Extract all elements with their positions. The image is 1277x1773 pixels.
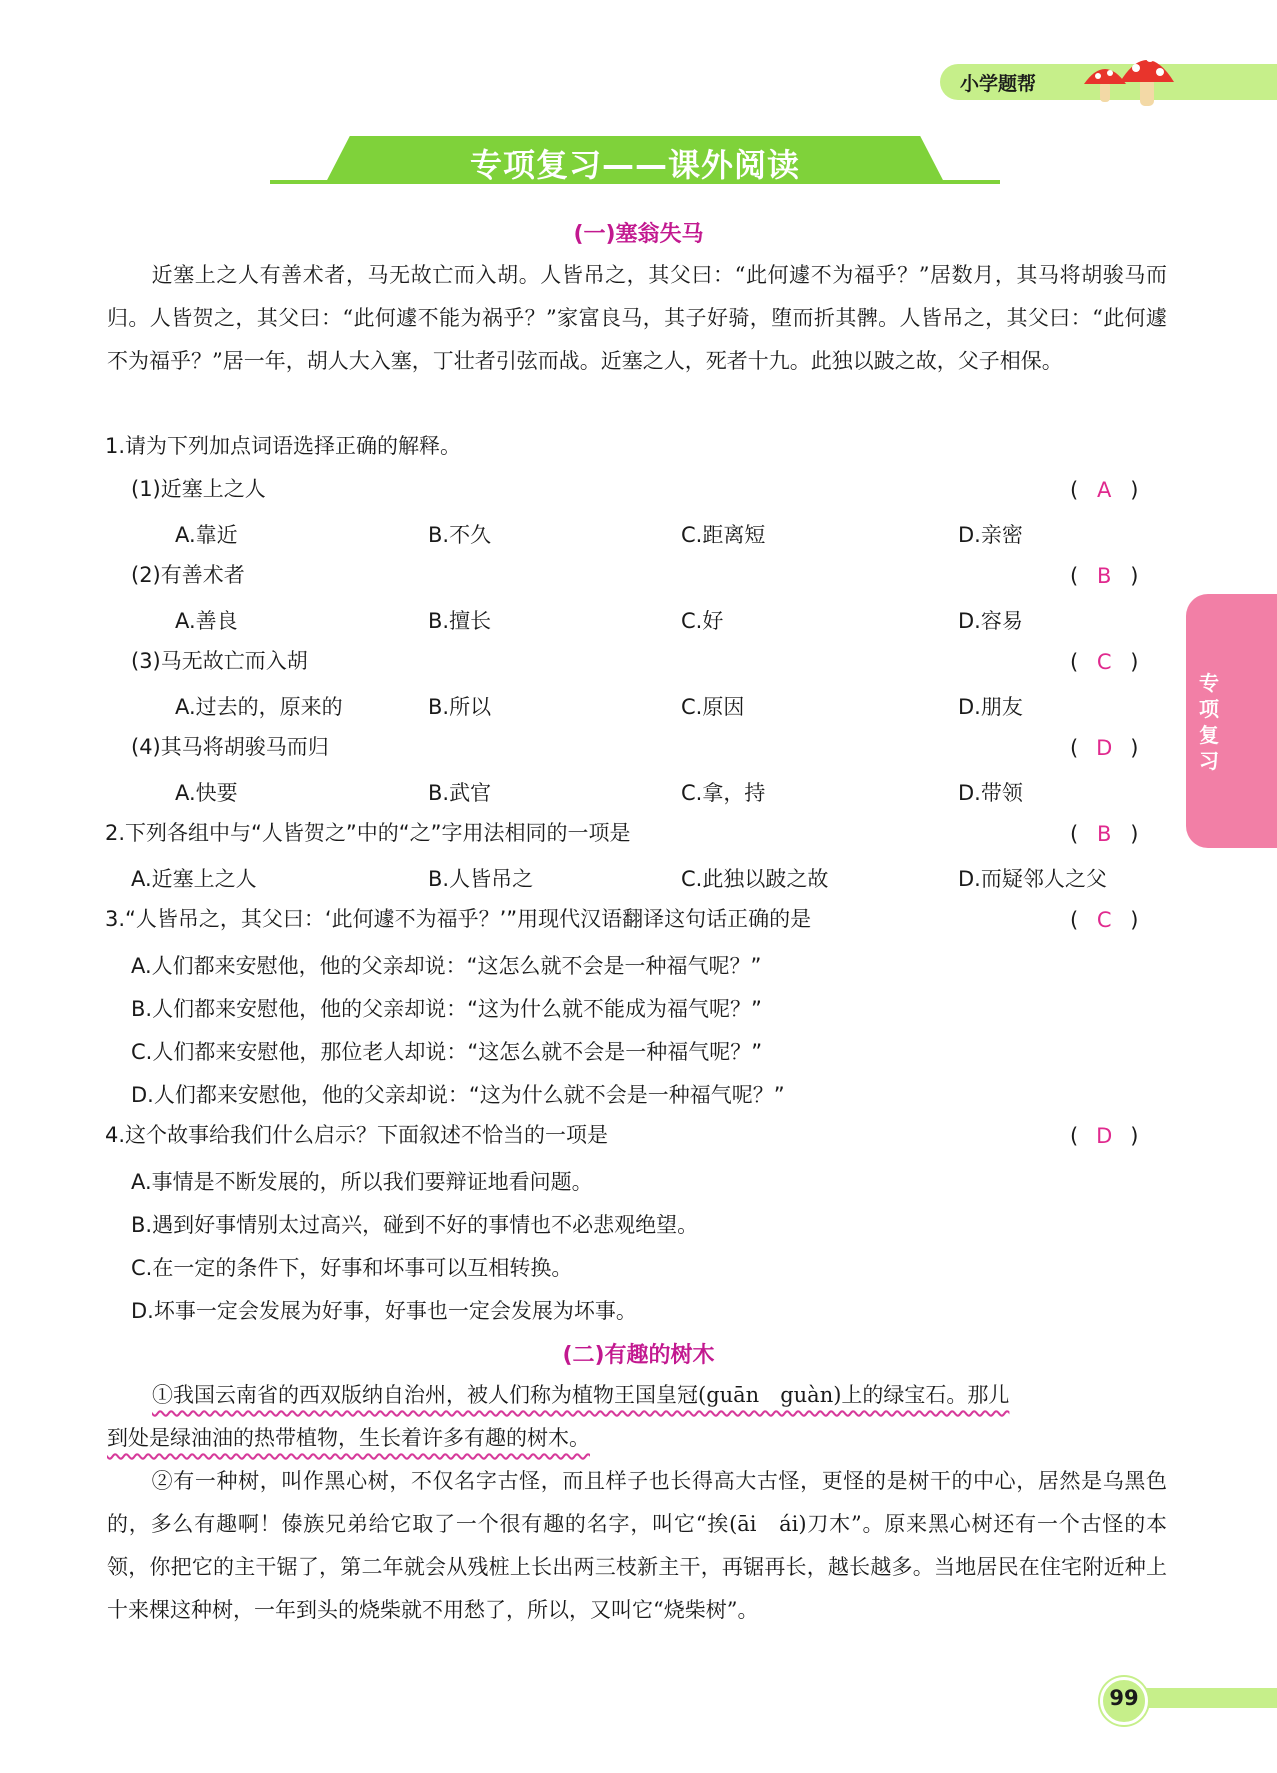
- passage-2-p1-line2: [107, 1417, 1167, 1460]
- q1-item-3-answer: ( C ): [1070, 650, 1139, 674]
- passage-2-p2: [107, 1460, 1167, 1632]
- q1-2-option-a: A.善良: [175, 609, 238, 633]
- q1-3-option-b: B.所以: [428, 695, 492, 719]
- page-title: 专项复习——课外阅读: [469, 146, 800, 184]
- answer-letter: B: [1096, 564, 1112, 588]
- q1-3-option-c: C.原因: [681, 695, 745, 719]
- mushroom-icon: [1080, 40, 1190, 110]
- q1-item-4-answer: ( D ): [1070, 736, 1139, 760]
- q4-option-c: C.在一定的条件下，好事和坏事可以互相转换。: [131, 1256, 573, 1280]
- q4-option-a: A.事情是不断发展的，所以我们要辩证地看问题。: [131, 1170, 593, 1194]
- q1-1-option-b: B.不久: [428, 523, 492, 547]
- passage-1: [107, 254, 1167, 383]
- answer-letter: C: [1096, 908, 1112, 932]
- q3-option-d: D.人们都来安慰他，他的父亲却说：“这为什么就不会是一种福气呢？”: [131, 1083, 785, 1107]
- passage-1-text: 近塞上之人有善术者，马无故亡而入胡。人皆吊之，其父曰：“此何遽不为福乎？”居数月，其马将胡骏马而归。人皆贺之，其父曰：“此何遽不能为祸乎？”家富良马，其子好骑，堕而折其髀。人皆吊之，其父曰：“此何遽不为福乎？”居一年，胡人大入塞，丁壮者引弦而战。近塞之人，死者十九。此独以跛之故，父子相保。: [107, 263, 1167, 373]
- q1-2-option-d: D.容易: [958, 609, 1023, 633]
- q1-2-option-c: C.好: [681, 609, 724, 633]
- q3-option-a: A.人们都来安慰他，他的父亲却说：“这怎么就不会是一种福气呢？”: [131, 954, 762, 978]
- q4-option-b: B.遇到好事情别太过高兴，碰到不好的事情也不必悲观绝望。: [131, 1213, 699, 1237]
- q1-4-option-d: D.带领: [958, 781, 1023, 805]
- brand-label: 小学题帮: [960, 73, 1037, 95]
- q1-1-option-d: D.亲密: [958, 523, 1023, 547]
- section-title-2: (二)有趣的树木: [562, 1343, 715, 1368]
- page-number-bar: [1130, 1688, 1277, 1708]
- q1-item-1-answer: ( A ): [1070, 478, 1139, 502]
- question-3-stem: 3.“人皆吊之，其父曰：‘此何遽不为福乎？’”用现代汉语翻译这句话正确的是: [105, 907, 812, 931]
- question-2-stem: 2.下列各组中与“人皆贺之”中的“之”字用法相同的一项是: [105, 821, 631, 845]
- q4-option-d: D.坏事一定会发展为好事，好事也一定会发展为坏事。: [131, 1299, 637, 1323]
- answer-letter: A: [1097, 478, 1112, 502]
- answer-letter: D: [1096, 1124, 1113, 1148]
- q3-option-b: B.人们都来安慰他，他的父亲却说：“这为什么就不能成为福气呢？”: [131, 997, 762, 1021]
- question-2-answer: ( B ): [1070, 822, 1139, 846]
- q1-1-option-a: A.靠近: [175, 523, 238, 547]
- q3-option-c: C.人们都来安慰他，那位老人却说：“这怎么就不会是一种福气呢？”: [131, 1040, 763, 1064]
- q1-2-option-b: B.擅长: [428, 609, 492, 633]
- side-tab-label: 专项复习: [1199, 671, 1219, 773]
- passage-2-p1-line2-text: 到处是绿油油的热带植物，生长着许多有趣的树木。: [107, 1426, 590, 1450]
- q1-4-option-a: A.快要: [175, 781, 238, 805]
- q1-4-option-c: C.拿，持: [681, 781, 766, 805]
- q1-item-3-stem: (3)马无故亡而入胡: [131, 649, 308, 673]
- page-number: 99: [1109, 1686, 1139, 1710]
- q2-option-a: A.近塞上之人: [131, 867, 257, 891]
- question-1-stem: 1.请为下列加点词语选择正确的解释。: [105, 434, 462, 458]
- q1-item-1-stem: (1)近塞上之人: [131, 477, 266, 501]
- passage-2-p2-text: ②有一种树，叫作黑心树，不仅名字古怪，而且样子也长得高大古怪，更怪的是树干的中心，居然是乌黑色的，多么有趣啊！傣族兄弟给它取了一个很有趣的名字，叫它“挨(āi ái)刀木”。原来黑心树还有一个古怪的本领，你把它的主干锯了，第二年就会从残桩上长出两三枝新主干，再锯再长，越长越多。当地居民在住宅附近种上十来棵这种树，一年到头的烧柴就不用愁了，所以，又叫它“烧柴树”。: [107, 1469, 1167, 1622]
- q1-item-4-stem: (4)其马将胡骏马而归: [131, 735, 329, 759]
- answer-letter: B: [1096, 822, 1112, 846]
- question-3-answer: ( C ): [1070, 908, 1139, 932]
- q2-option-b: B.人皆吊之: [428, 867, 534, 891]
- q1-item-2-answer: ( B ): [1070, 564, 1139, 588]
- q1-1-option-c: C.距离短: [681, 523, 766, 547]
- passage-2-p1-line1: [152, 1374, 1172, 1417]
- q1-4-option-b: B.武官: [428, 781, 492, 805]
- question-4-answer: ( D ): [1070, 1124, 1139, 1148]
- answer-letter: D: [1096, 736, 1113, 760]
- passage-2-p1-line1-text: ①我国云南省的西双版纳自治州，被人们称为植物王国皇冠(guān guàn)上的绿宝石。那儿: [152, 1383, 1010, 1407]
- answer-letter: C: [1096, 650, 1112, 674]
- q1-3-option-d: D.朋友: [958, 695, 1023, 719]
- question-4-stem: 4.这个故事给我们什么启示？下面叙述不恰当的一项是: [105, 1123, 609, 1147]
- q1-3-option-a: A.过去的，原来的: [175, 695, 343, 719]
- q2-option-c: C.此独以跛之故: [681, 867, 829, 891]
- section-title-1: (一)塞翁失马: [573, 222, 704, 247]
- q2-option-d: D.而疑邻人之父: [958, 867, 1107, 891]
- q1-item-2-stem: (2)有善术者: [131, 563, 245, 587]
